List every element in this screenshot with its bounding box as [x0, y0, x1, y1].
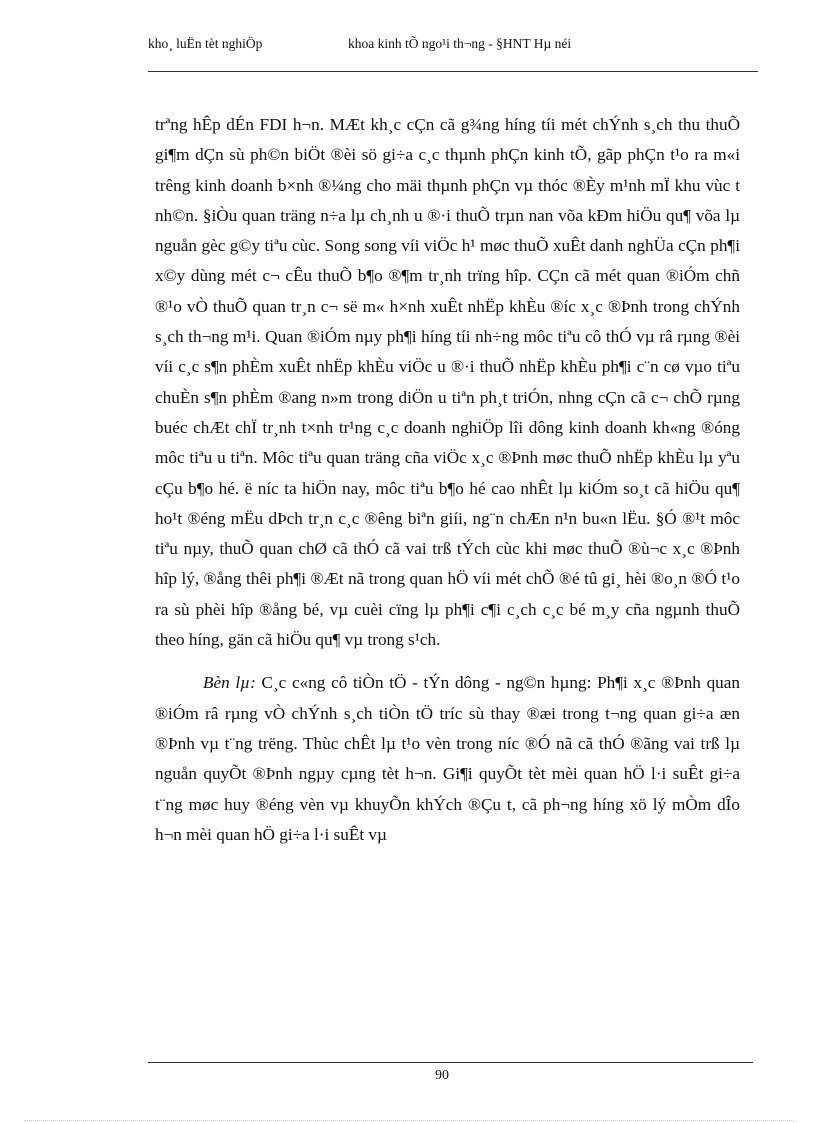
- page-edge-divider: [24, 1120, 794, 1121]
- page-header: [148, 36, 758, 56]
- header-rule: [148, 71, 758, 72]
- footer-rule: [148, 1062, 753, 1063]
- document-body: [155, 110, 740, 850]
- page-number: 90: [435, 1068, 449, 1083]
- body-paragraph: [155, 668, 740, 850]
- header-thesis-label: kho¸ luËn tèt nghiÖp: [148, 36, 263, 51]
- header-faculty-label: khoa kinh tÕ ngo¹i th¬ng - §HNT Hµ néi: [348, 36, 572, 51]
- body-paragraph: trªng hÊp dÉn FDI h¬n. MÆt kh¸c cÇn cã g¾ng híng tíi mét chÝnh s¸ch thu thuÕ gi¶m dÇn sù ph©n biÖt ®èi sö gi÷a c¸c thµnh phÇn kinh tÕ, gãp phÇn t¹o ra m«i trêng kinh doanh b×nh ®¼ng cho mäi thµnh phÇn vµ thóc ®Èy m¹nh mÏ khu vùc t nh©n. §iÒu quan träng n÷a lµ ch¸nh u ®·i thuÕ trµn nan võa kÐm hiÖu qu¶ võa lµ nguån gèc g©y tiªu cùc. Song song víi viÖc h¹ møc thuÕ xuÊt danh nghÜa cÇn ph¶i x©y dùng mét c¬ cÊu thuÕ b¶o ®¶m tr¸nh trïng hîp. CÇn cã mét quan ®iÓm chñ ®¹o vÒ thuÕ quan tr¸n c¬ së m« h×nh xuÊt nhËp khÈu ®íc x¸c ®Þnh trong chÝnh s¸ch th¬ng m¹i. Quan ®iÓm nµy ph¶i híng tíi nh÷ng môc tiªu cô thÓ vµ râ rµng ®èi víi c¸c s¶n phÈm xuÊt nhËp khÈu viÖc u ®·i thuÕ nhËp khÈu ph¶i c¨n cø vµo tiªu chuÈn s¶n phÈm ®ang n»m trong diÖn u tiªn ph¸t triÓn, nhng cÇn cã c¬ chÕ rµng buéc chÆt chÏ tr¸nh t×nh tr¹ng c¸c doanh nghiÖp lîi dông kinh doanh kh«ng ®óng môc tiªu u tiªn. Môc tiªu quan träng cña viÖc x¸c ®Þnh møc thuÕ nhËp khÈu lµ yªu cÇu b¶o hé. ë níc ta hiÖn nay, môc tiªu b¶o hé cao nhÊt lµ kiÓm so¸t cã hiÖu qu¶ ho¹t ®éng mËu dÞch tr¸n c¸c ®êng biªn giíi, ng¨n chÆn n¹n bu«n lËu. §Ó ®¹t môc tiªu nµy, thuÕ quan chØ cã thÓ cã vai trß tÝch cùc khi møc thuÕ ®ù¬c x¸c ®Þnh hîp lý, ®ång thêi ph¶i ®Æt nã trong quan hÖ víi mét chÕ ®é tû gi¸ hèi ®o¸n ®Ó t¹o ra sù phèi hîp ®ång bé, vµ cuèi cïng lµ ph¶i c¶i c¸ch c¸c bé m¸y cña ngµnh thuÕ theo híng, gän cã hiÖu qu¶ vµ trong s¹ch.: [155, 115, 740, 650]
- paragraph-lead: Bèn lµ:: [203, 673, 256, 693]
- paragraph-text: C¸c c«ng cô tiÒn tÖ - tÝn dông - ng©n hµng: Ph¶i x¸c ®Þnh quan ®iÓm râ rµng vÒ chÝnh s¸ch tiÒn tÖ tríc sù thay ®æi trong t¬ng quan gi÷a æn ®Þnh vµ t¨ng trëng. Thùc chÊt lµ t¹o vèn trong níc ®Ó nã cã thÓ ®ãng vai trß lµ nguån quyÕt ®Þnh ngµy cµng tèt h¬n. Gi¶i quyÕt tèt mèi quan hÖ l·i suÊt gi÷a t¨ng møc huy ®éng vèn vµ khuyÕn khÝch ®Çu t, cã ph¬ng híng xö lý mÒm dÎo h¬n mèi quan hÖ gi÷a l·i suÊt vµ: [155, 673, 740, 844]
